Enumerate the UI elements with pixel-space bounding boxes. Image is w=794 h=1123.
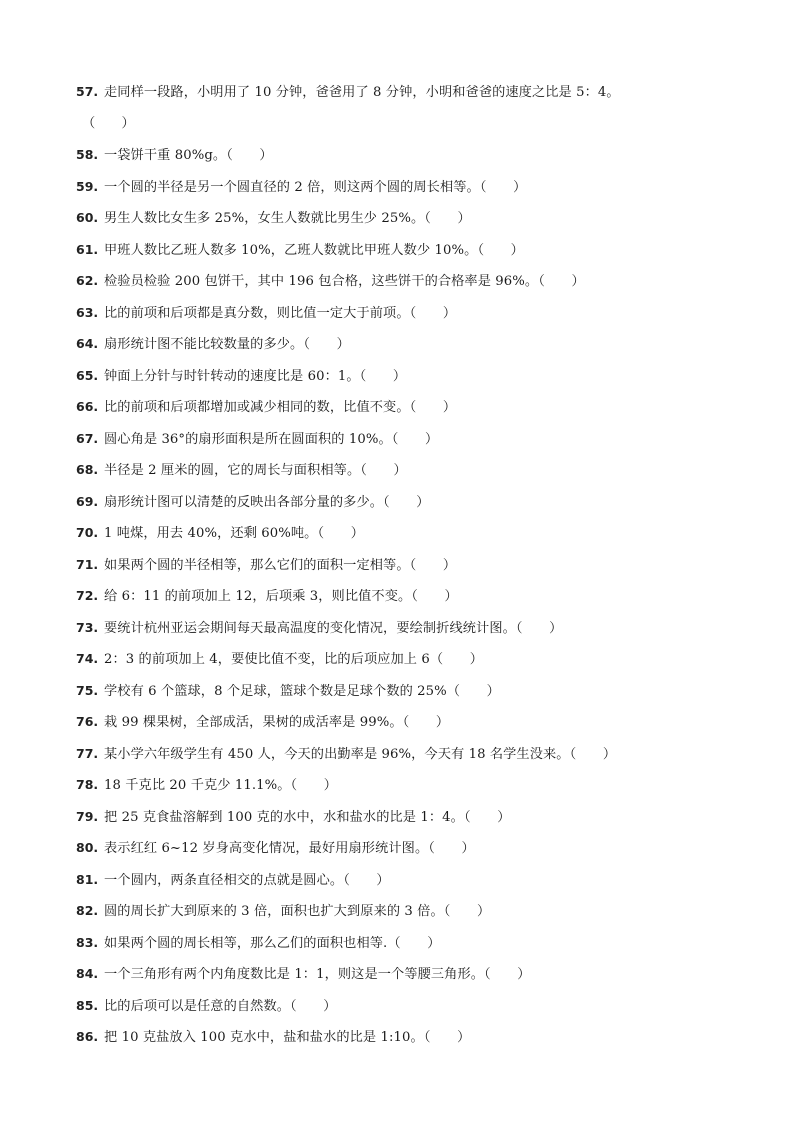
question-73 xyxy=(76,615,736,647)
question-68 xyxy=(76,457,736,489)
question-number: 67. xyxy=(76,430,99,446)
question-text: 扇形统计图可以清楚的反映出各部分量的多少。（ ） xyxy=(104,494,430,510)
question-61 xyxy=(76,237,736,269)
question-67 xyxy=(76,426,736,458)
question-66 xyxy=(76,394,736,426)
question-text: 要统计杭州亚运会期间每天最高温度的变化情况，要绘制折线统计图。（ ） xyxy=(104,620,563,636)
question-number: 58. xyxy=(76,147,99,162)
question-number: 76. xyxy=(76,714,99,729)
question-62 xyxy=(76,268,736,300)
question-number: 61. xyxy=(76,241,99,257)
question-text: 18 千克比 20 千克少 11.1%。（ ） xyxy=(104,778,338,793)
question-77 xyxy=(76,741,736,773)
question-number: 68. xyxy=(76,462,99,477)
question-number: 71. xyxy=(76,556,99,572)
question-65 xyxy=(76,363,736,395)
question-number: 64. xyxy=(76,336,99,351)
question-text: 一袋饼干重 80%g。（ ） xyxy=(104,148,273,163)
question-69 xyxy=(76,489,736,521)
question-text: 如果两个圆的半径相等，那么它们的面积一定相等。（ ） xyxy=(104,557,457,573)
question-number: 57. xyxy=(76,84,99,99)
question-number: 60. xyxy=(76,210,99,225)
question-85 xyxy=(76,993,736,1025)
question-number: 69. xyxy=(76,493,99,509)
answer-bracket: （ ） xyxy=(82,116,135,131)
question-number: 77. xyxy=(76,745,99,761)
question-80 xyxy=(76,835,736,867)
question-text: 钟面上分针与时针转动的速度比是 60：1。（ ） xyxy=(104,368,407,384)
question-text: 男生人数比女生多 25%，女生人数就比男生少 25%。（ ） xyxy=(104,211,471,226)
question-number: 80. xyxy=(76,840,99,855)
question-57 xyxy=(76,79,736,142)
question-text: 一个圆的半径是另一个圆直径的 2 倍，则这两个圆的周长相等。（ ） xyxy=(104,179,527,195)
question-number: 83. xyxy=(76,934,99,950)
question-71 xyxy=(76,552,736,584)
question-79 xyxy=(76,804,736,836)
question-number: 73. xyxy=(76,619,99,635)
question-63 xyxy=(76,300,736,332)
question-text: 比的前项和后项都增加或减少相同的数，比值不变。（ ） xyxy=(104,400,457,415)
question-text: 甲班人数比乙班人数多 10%，乙班人数就比甲班人数少 10%。（ ） xyxy=(104,242,524,258)
question-text: 把 25 克食盐溶解到 100 克的水中，水和盐水的比是 1：4。（ ） xyxy=(104,809,511,825)
question-84 xyxy=(76,961,736,993)
question-60 xyxy=(76,205,736,237)
question-text: 半径是 2 厘米的圆，它的周长与面积相等。（ ） xyxy=(104,463,407,478)
question-58 xyxy=(76,142,736,174)
question-text: 走同样一段路，小明用了 10 分钟，爸爸用了 8 分钟，小明和爸爸的速度之比是 5：4。 xyxy=(104,85,620,100)
question-text: 扇形统计图不能比较数量的多少。（ ） xyxy=(104,337,350,352)
question-number: 72. xyxy=(76,588,99,603)
question-number: 85. xyxy=(76,997,99,1013)
question-81 xyxy=(76,867,736,899)
question-text: 一个三角形有两个内角度数比是 1：1，则这是一个等腰三角形。（ ） xyxy=(104,967,531,982)
question-number: 66. xyxy=(76,399,99,414)
question-text: 比的前项和后项都是真分数，则比值一定大于前项。（ ） xyxy=(104,305,457,321)
question-72 xyxy=(76,583,736,615)
question-64 xyxy=(76,331,736,363)
question-78 xyxy=(76,772,736,804)
question-76 xyxy=(76,709,736,741)
question-number: 84. xyxy=(76,966,99,981)
question-86 xyxy=(76,1024,736,1056)
question-number: 74. xyxy=(76,651,99,666)
question-number: 79. xyxy=(76,808,99,824)
question-text: 圆心角是 36°的扇形面积是所在圆面积的 10%。（ ） xyxy=(104,431,439,447)
question-number: 86. xyxy=(76,1029,99,1044)
question-text: 检验员检验 200 包饼干，其中 196 包合格，这些饼干的合格率是 96%。（ ） xyxy=(104,274,585,289)
question-59 xyxy=(76,174,736,206)
question-number: 63. xyxy=(76,304,99,320)
question-83 xyxy=(76,930,736,962)
question-number: 81. xyxy=(76,871,99,887)
question-75 xyxy=(76,678,736,710)
question-82 xyxy=(76,898,736,930)
question-text: 如果两个圆的周长相等，那么乙们的面积也相等.（ ） xyxy=(104,935,441,951)
question-text: 学校有 6 个篮球，8 个足球，篮球个数是足球个数的 25%（ ） xyxy=(104,683,500,699)
question-74 xyxy=(76,646,736,678)
question-number: 62. xyxy=(76,273,99,288)
question-text: 表示红红 6~12 岁身高变化情况，最好用扇形统计图。（ ） xyxy=(104,841,475,856)
question-number: 65. xyxy=(76,367,99,383)
question-text: 栽 99 棵果树，全部成活，果树的成活率是 99%。（ ） xyxy=(104,715,450,730)
question-number: 82. xyxy=(76,903,99,918)
question-text: 给 6：11 的前项加上 12，后项乘 3，则比值不变。（ ） xyxy=(104,589,458,604)
question-number: 78. xyxy=(76,777,99,792)
question-text: 比的后项可以是任意的自然数。（ ） xyxy=(104,998,337,1014)
question-text: 某小学六年级学生有 450 人，今天的出勤率是 96%，今天有 18 名学生没来。（ ） xyxy=(104,746,617,762)
question-70 xyxy=(76,520,736,552)
question-number: 59. xyxy=(76,178,99,194)
question-text: 一个圆内，两条直径相交的点就是圆心。（ ） xyxy=(104,872,390,888)
question-number: 75. xyxy=(76,682,99,698)
question-text: 把 10 克盐放入 100 克水中，盐和盐水的比是 1:10。（ ） xyxy=(104,1030,471,1045)
question-list xyxy=(76,79,736,1056)
question-text: 1 吨煤，用去 40%，还剩 60%吨。（ ） xyxy=(104,526,365,541)
question-text: 圆的周长扩大到原来的 3 倍，面积也扩大到原来的 3 倍。（ ） xyxy=(104,904,491,919)
question-number: 70. xyxy=(76,525,99,540)
question-text: 2：3 的前项加上 4，要使比值不变，比的后项应加上 6（ ） xyxy=(104,652,484,667)
